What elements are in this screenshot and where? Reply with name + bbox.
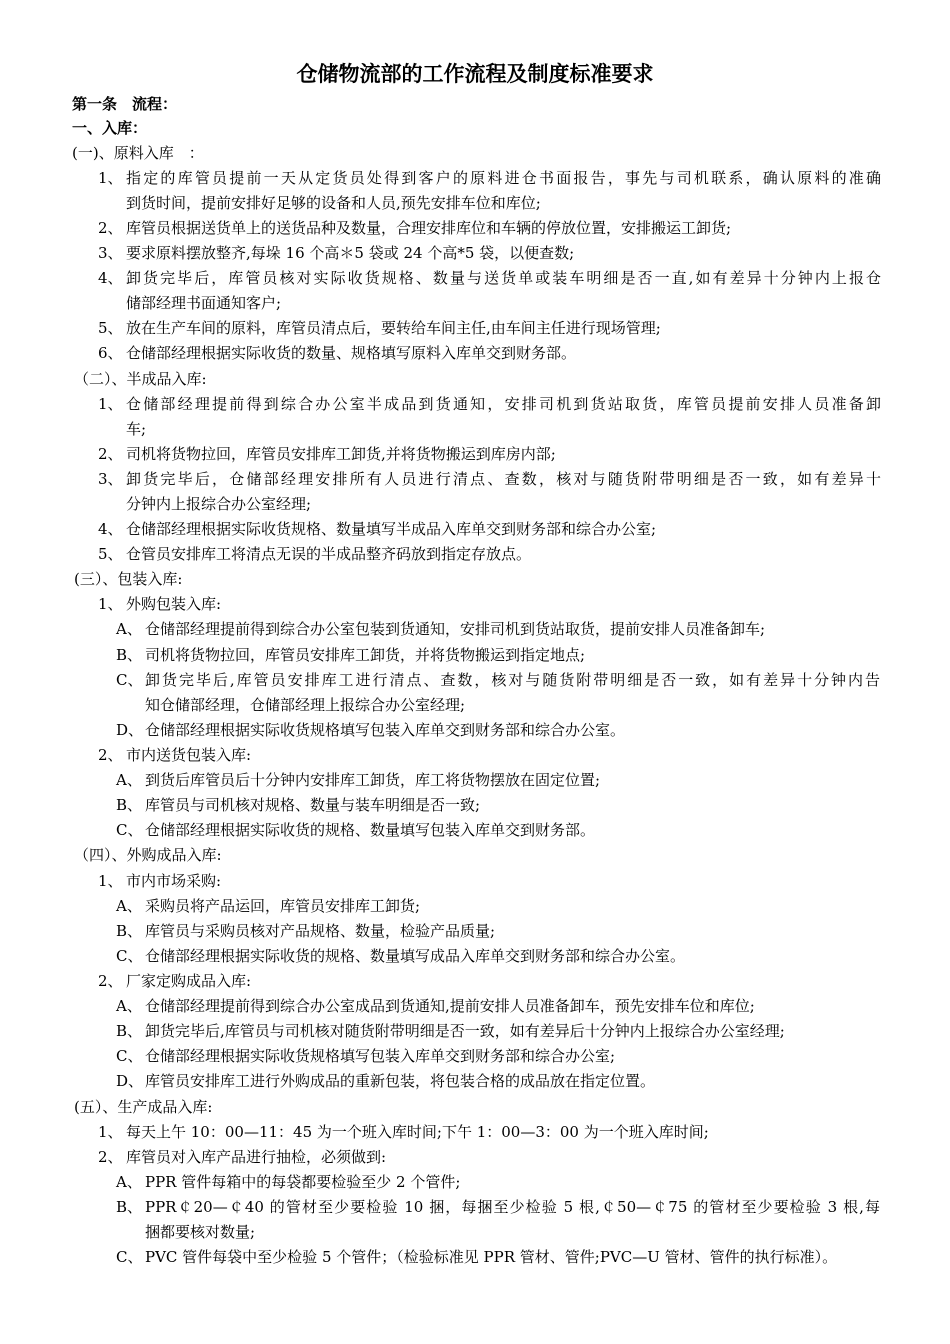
list-item xyxy=(98,544,860,564)
list-item-cont: 到货时间，提前安排好足够的设备和人员,预先安排车位和库位; xyxy=(126,194,541,212)
sub-item xyxy=(116,1021,860,1041)
item-text: 采购员将产品运回，库管员安排库工卸货; xyxy=(145,897,421,915)
subsection-heading: (一)、原料入库 ： xyxy=(72,144,204,162)
subsection-heading: (五）、生产成品入库: xyxy=(74,1098,213,1116)
item-text: PPR￠20—￠40 的管材至少要检验 10 捆，每捆至少检验 5 根,￠50—￠75 的管材至少要检验 3 根,每 xyxy=(145,1198,880,1216)
item-label: 1、 xyxy=(98,1123,123,1141)
item-text: 库管员对入库产品进行抽检，必须做到: xyxy=(126,1148,387,1166)
list-item-cont: 分钟内上报综合办公室经理; xyxy=(126,495,312,513)
subsection-heading: (三）、包装入库: xyxy=(74,570,183,588)
item-text: 市内送货包装入库: xyxy=(126,746,252,764)
item-label: B、 xyxy=(116,1198,143,1216)
sub-item xyxy=(116,770,860,790)
list-item xyxy=(98,745,860,765)
item-label: A、 xyxy=(116,620,142,638)
list-item xyxy=(98,1147,860,1167)
sub-item xyxy=(116,896,860,916)
item-label: B、 xyxy=(116,646,143,664)
item-label: A、 xyxy=(116,771,142,789)
list-item xyxy=(98,318,860,338)
item-label: 4、 xyxy=(98,269,123,287)
list-item xyxy=(98,444,860,464)
sub-item xyxy=(116,921,860,941)
sub-item xyxy=(116,996,860,1016)
sub-item xyxy=(116,619,860,639)
item-label: B、 xyxy=(116,796,143,814)
item-text: 要求原料摆放整齐,每垛 16 个高＊5 袋或 24 个高*5 袋，以便查数; xyxy=(126,244,575,262)
subsection-heading: （四）、外购成品入库: xyxy=(74,846,222,864)
subsection-heading: （二）、半成品入库: xyxy=(74,370,207,388)
item-text: 仓储部经理提前得到综合办公室成品到货通知,提前安排人员准备卸车，预先安排车位和库位; xyxy=(145,997,755,1015)
sub-item xyxy=(116,1046,860,1066)
item-label: D、 xyxy=(116,721,144,739)
section-heading: 一、入库： xyxy=(72,119,148,137)
list-item xyxy=(98,343,860,363)
item-text: 市内市场采购: xyxy=(126,872,222,890)
sub-item xyxy=(116,1071,860,1091)
item-label: A、 xyxy=(116,997,142,1015)
item-text: 卸货完毕后,库管员与司机核对随货附带明细是否一致，如有差异后十分钟内上报综合办公室经理; xyxy=(145,1022,785,1040)
item-text: 仓储部经理提前得到综合办公室包装到货通知，安排司机到货站取货，提前安排人员准备卸车; xyxy=(145,620,766,638)
sub-item xyxy=(116,1247,860,1267)
sub-item xyxy=(116,645,860,665)
item-text: 仓储部经理根据实际收货规格填写包装入库单交到财务部和综合办公室; xyxy=(145,1047,616,1065)
item-label: C、 xyxy=(116,1047,143,1065)
list-item xyxy=(98,971,860,991)
item-label: C、 xyxy=(116,671,143,689)
item-text: 卸货完毕后，仓储部经理安排所有人员进行清点、查数，核对与随货附带明细是否一致，如有差异十 xyxy=(126,470,881,488)
list-item xyxy=(98,469,881,489)
list-item xyxy=(98,594,860,614)
item-text: PVC 管件每袋中至少检验 5 个管件；（检验标准见 PPR 管材、管件;PVC—U 管材、管件的执行标准）。 xyxy=(145,1248,838,1266)
item-text: 厂家定购成品入库: xyxy=(126,972,252,990)
item-text: 库管员与采购员核对产品规格、数量，检验产品质量; xyxy=(145,922,496,940)
item-label: 6、 xyxy=(98,344,123,362)
sub-item xyxy=(116,1172,860,1192)
item-label: 1、 xyxy=(98,395,123,413)
item-label: 2、 xyxy=(98,972,123,990)
item-text: 仓储部经理根据实际收货规格、数量填写半成品入库单交到财务部和综合办公室; xyxy=(126,520,657,538)
list-item xyxy=(98,268,881,288)
list-item xyxy=(98,168,881,188)
list-item-cont: 储部经理书面通知客户; xyxy=(126,294,282,312)
item-label: 2、 xyxy=(98,746,123,764)
item-label: D、 xyxy=(116,1072,144,1090)
item-label: C、 xyxy=(116,947,143,965)
sub-item xyxy=(116,1197,880,1217)
item-text: 到货后库管员后十分钟内安排库工卸货，库工将货物摆放在固定位置; xyxy=(145,771,601,789)
item-text: 司机将货物拉回，库管员安排库工卸货,并将货物搬运到库房内部; xyxy=(126,445,556,463)
sub-item xyxy=(116,820,860,840)
item-text: 指定的库管员提前一天从定货员处得到客户的原料进仓书面报告，事先与司机联系，确认原料的准确 xyxy=(126,169,881,187)
item-text: 仓储部经理根据实际收货的规格、数量填写包装入库单交到财务部。 xyxy=(145,821,596,839)
item-text: 库管员安排库工进行外购成品的重新包装，将包装合格的成品放在指定位置。 xyxy=(145,1072,656,1090)
sub-item xyxy=(116,795,860,815)
sub-item xyxy=(116,946,860,966)
sub-item xyxy=(116,720,860,740)
item-label: 2、 xyxy=(98,219,123,237)
item-text: 仓储部经理根据实际收货的规格、数量填写成品入库单交到财务部和综合办公室。 xyxy=(145,947,686,965)
list-item xyxy=(98,519,860,539)
item-text: 仓储部经理根据实际收货的数量、规格填写原料入库单交到财务部。 xyxy=(126,344,577,362)
item-label: A、 xyxy=(116,1173,142,1191)
list-item xyxy=(98,394,881,414)
item-text: 卸货完毕后，库管员核对实际收货规格、数量与送货单或装车明细是否一直,如有差异十分钟内上报仓 xyxy=(126,269,881,287)
item-label: 3、 xyxy=(98,470,123,488)
item-label: 3、 xyxy=(98,244,123,262)
list-item xyxy=(98,243,860,263)
item-text: 卸货完毕后,库管员安排库工进行清点、查数，核对与随货附带明细是否一致，如有差异十分钟内告 xyxy=(145,671,880,689)
item-label: 4、 xyxy=(98,520,123,538)
item-label: A、 xyxy=(116,897,142,915)
item-label: B、 xyxy=(116,922,143,940)
item-text: 库管员与司机核对规格、数量与装车明细是否一致; xyxy=(145,796,481,814)
item-label: C、 xyxy=(116,1248,143,1266)
item-label: 5、 xyxy=(98,545,123,563)
list-item xyxy=(98,218,860,238)
sub-item xyxy=(116,670,880,690)
list-item-cont: 车; xyxy=(126,420,147,438)
item-label: 1、 xyxy=(98,169,123,187)
item-text: 每天上午 10：00—11：45 为一个班入库时间;下午 1：00—3：00 为一个班入库时间; xyxy=(126,1123,709,1141)
item-text: 司机将货物拉回，库管员安排库工卸货，并将货物搬运到指定地点; xyxy=(145,646,586,664)
item-label: 1、 xyxy=(98,595,123,613)
list-item xyxy=(98,871,860,891)
item-text: 仓储部经理提前得到综合办公室半成品到货通知，安排司机到货站取货，库管员提前安排人员准备卸 xyxy=(126,395,881,413)
document-title: 仓储物流部的工作流程及制度标准要求 xyxy=(296,62,654,86)
item-text: 外购包装入库: xyxy=(126,595,222,613)
sub-item-cont: 知仓储部经理，仓储部经理上报综合办公室经理; xyxy=(145,696,466,714)
item-text: 仓储部经理根据实际收货规格填写包装入库单交到财务部和综合办公室。 xyxy=(145,721,626,739)
item-label: 5、 xyxy=(98,319,123,337)
item-label: C、 xyxy=(116,821,143,839)
list-item xyxy=(98,1122,860,1142)
item-label: 1、 xyxy=(98,872,123,890)
article-heading: 第一条 流程： xyxy=(72,95,178,113)
item-text: 仓管员安排库工将清点无误的半成品整齐码放到指定存放点。 xyxy=(126,545,532,563)
item-label: B、 xyxy=(116,1022,143,1040)
item-text: PPR 管件每箱中的每袋都要检验至少 2 个管件; xyxy=(145,1173,461,1191)
item-text: 库管员根据送货单上的送货品种及数量，合理安排库位和车辆的停放位置，安排搬运工卸货; xyxy=(126,219,732,237)
item-text: 放在生产车间的原料，库管员清点后，要转给车间主任,由车间主任进行现场管理; xyxy=(126,319,661,337)
item-label: 2、 xyxy=(98,445,123,463)
item-label: 2、 xyxy=(98,1148,123,1166)
sub-item-cont: 捆都要核对数量; xyxy=(145,1223,256,1241)
